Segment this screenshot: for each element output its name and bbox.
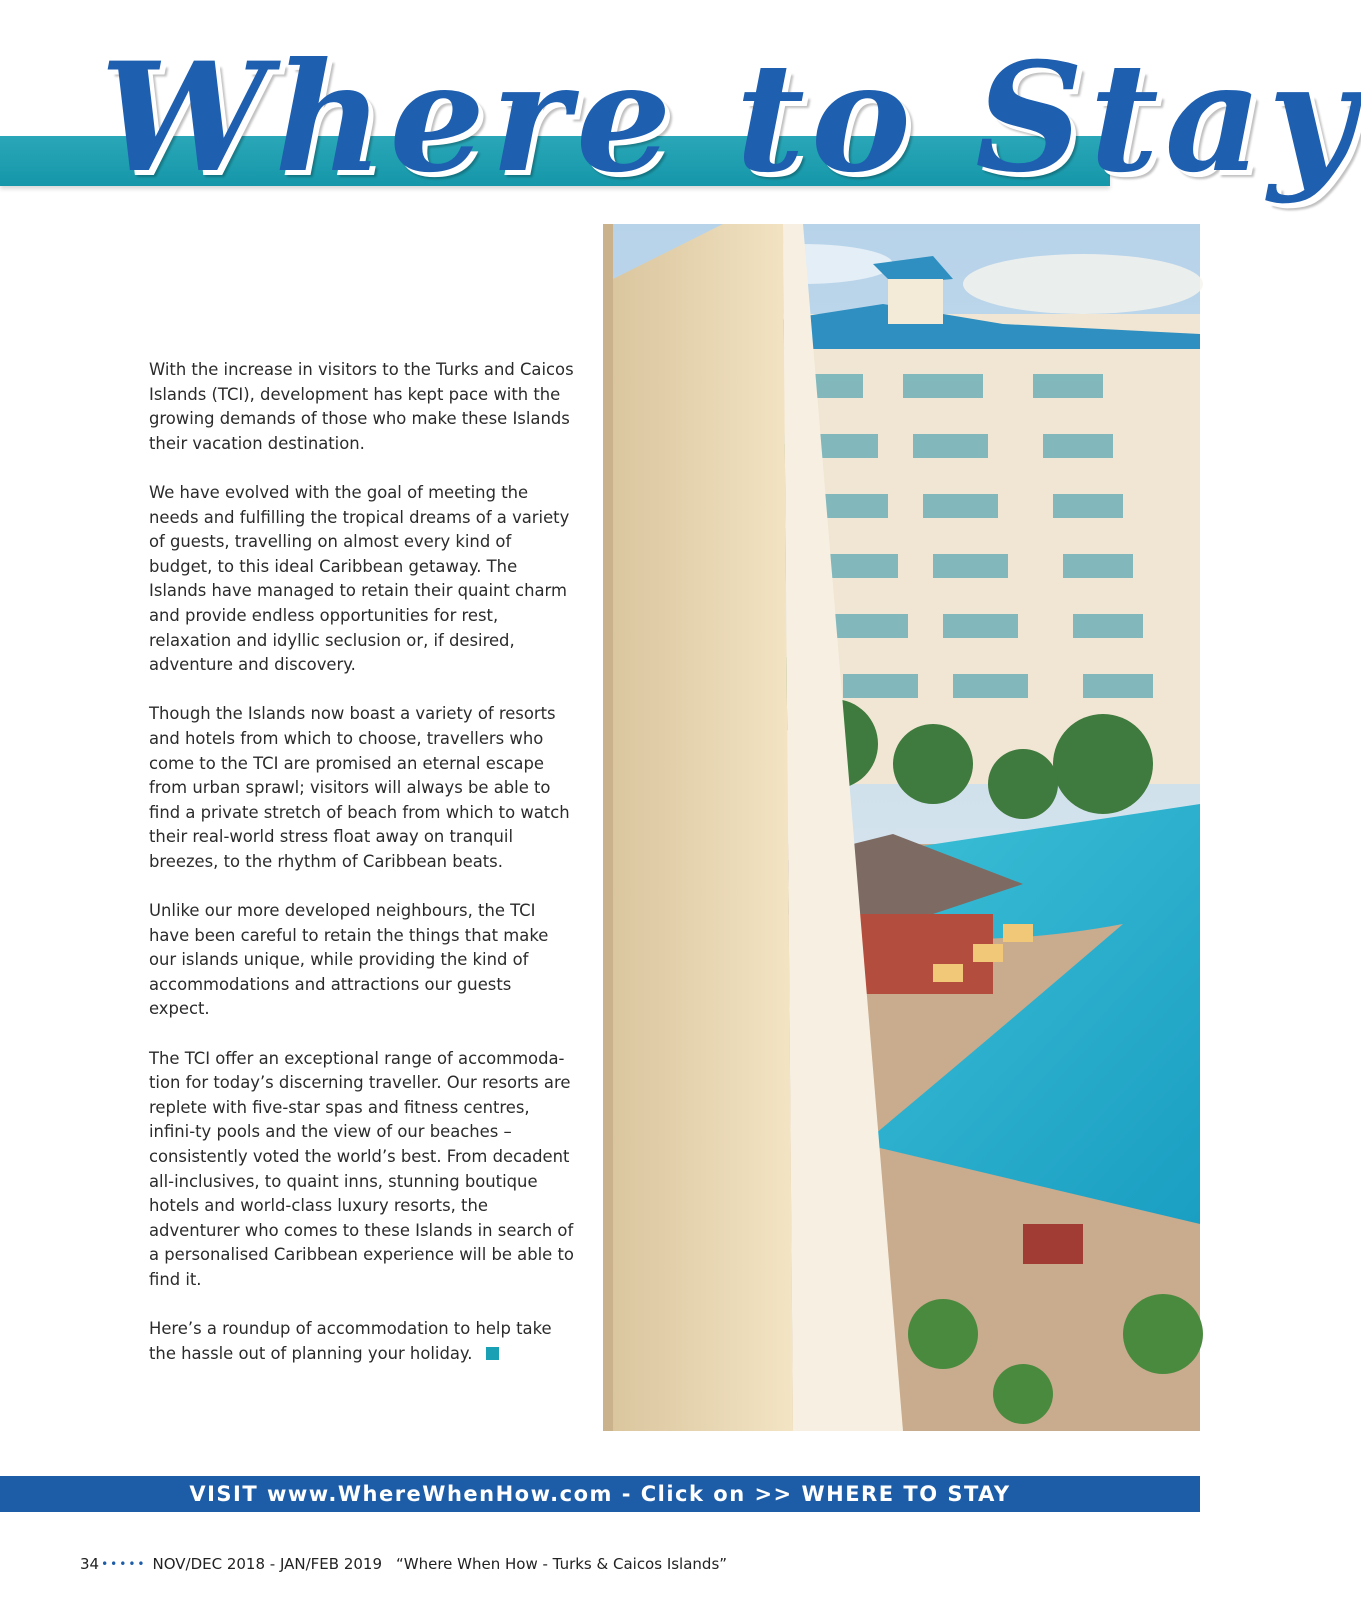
article-body bbox=[149, 358, 574, 1391]
footer-dots: ••••• bbox=[101, 1557, 147, 1571]
visit-banner bbox=[0, 1476, 1200, 1512]
issue-dates: NOV/DEC 2018 - JAN/FEB 2019 bbox=[152, 1555, 382, 1573]
article-paragraph-text: Here’s a roundup of accommodation to help take the hassle out of planning your holiday. bbox=[149, 1319, 552, 1363]
article-paragraph: The TCI offer an exceptional range of accommoda-tion for today’s discerning traveller. Our resorts are replete with five-star spas and fitness centres, infini-ty pools and the view of our beaches – consistently voted the world’s best. From decadent all-inclusives, to quaint inns, stunning boutique hotels and world-class luxury resorts, the adventurer who comes to these Islands in search of a personalised Caribbean experience will be able to find it. bbox=[149, 1048, 574, 1289]
page-number: 34 bbox=[80, 1555, 100, 1573]
article-paragraph: We have evolved with the goal of meeting the needs and fulfilling the tropical dreams of a variety of guests, travelling on almost every kind of budget, to this ideal Caribbean getaway. The Islands have managed to retain their quaint charm and provide endless opportunities for rest, relaxation and idyllic seclusion or, if desired, adventure and discovery. bbox=[149, 482, 570, 675]
resort-photo-illustration bbox=[603, 224, 1200, 1431]
page-footer bbox=[80, 1552, 727, 1576]
end-mark-square-icon bbox=[486, 1347, 499, 1360]
article-paragraph-last bbox=[149, 1317, 574, 1366]
publication-name: “Where When How - Turks & Caicos Islands” bbox=[396, 1555, 728, 1573]
resort-hotel-photo bbox=[603, 224, 1200, 1431]
visit-website-link[interactable]: VISIT www.WhereWhenHow.com - Click on >> WHERE TO STAY bbox=[189, 1482, 1011, 1506]
article-paragraph: Unlike our more developed neighbours, the TCI have been careful to retain the things that make our islands unique, while providing the kind of accommodations and attractions our guests expect. bbox=[149, 901, 549, 1019]
article-paragraph: Though the Islands now boast a variety of resorts and hotels from which to choose, travellers who come to the TCI are promised an eternal escape from urban sprawl; visitors will always be able to find a private stretch of beach from which to watch their real-world stress float away on tranquil breezes, to the rhythm of Caribbean beats. bbox=[149, 704, 570, 871]
article-paragraph: With the increase in visitors to the Turks and Caicos Islands (TCI), development has kept pace with the growing demands of those who make these Islands their vacation destination. bbox=[149, 360, 574, 453]
page-title: Where to Stay bbox=[100, 30, 1361, 206]
